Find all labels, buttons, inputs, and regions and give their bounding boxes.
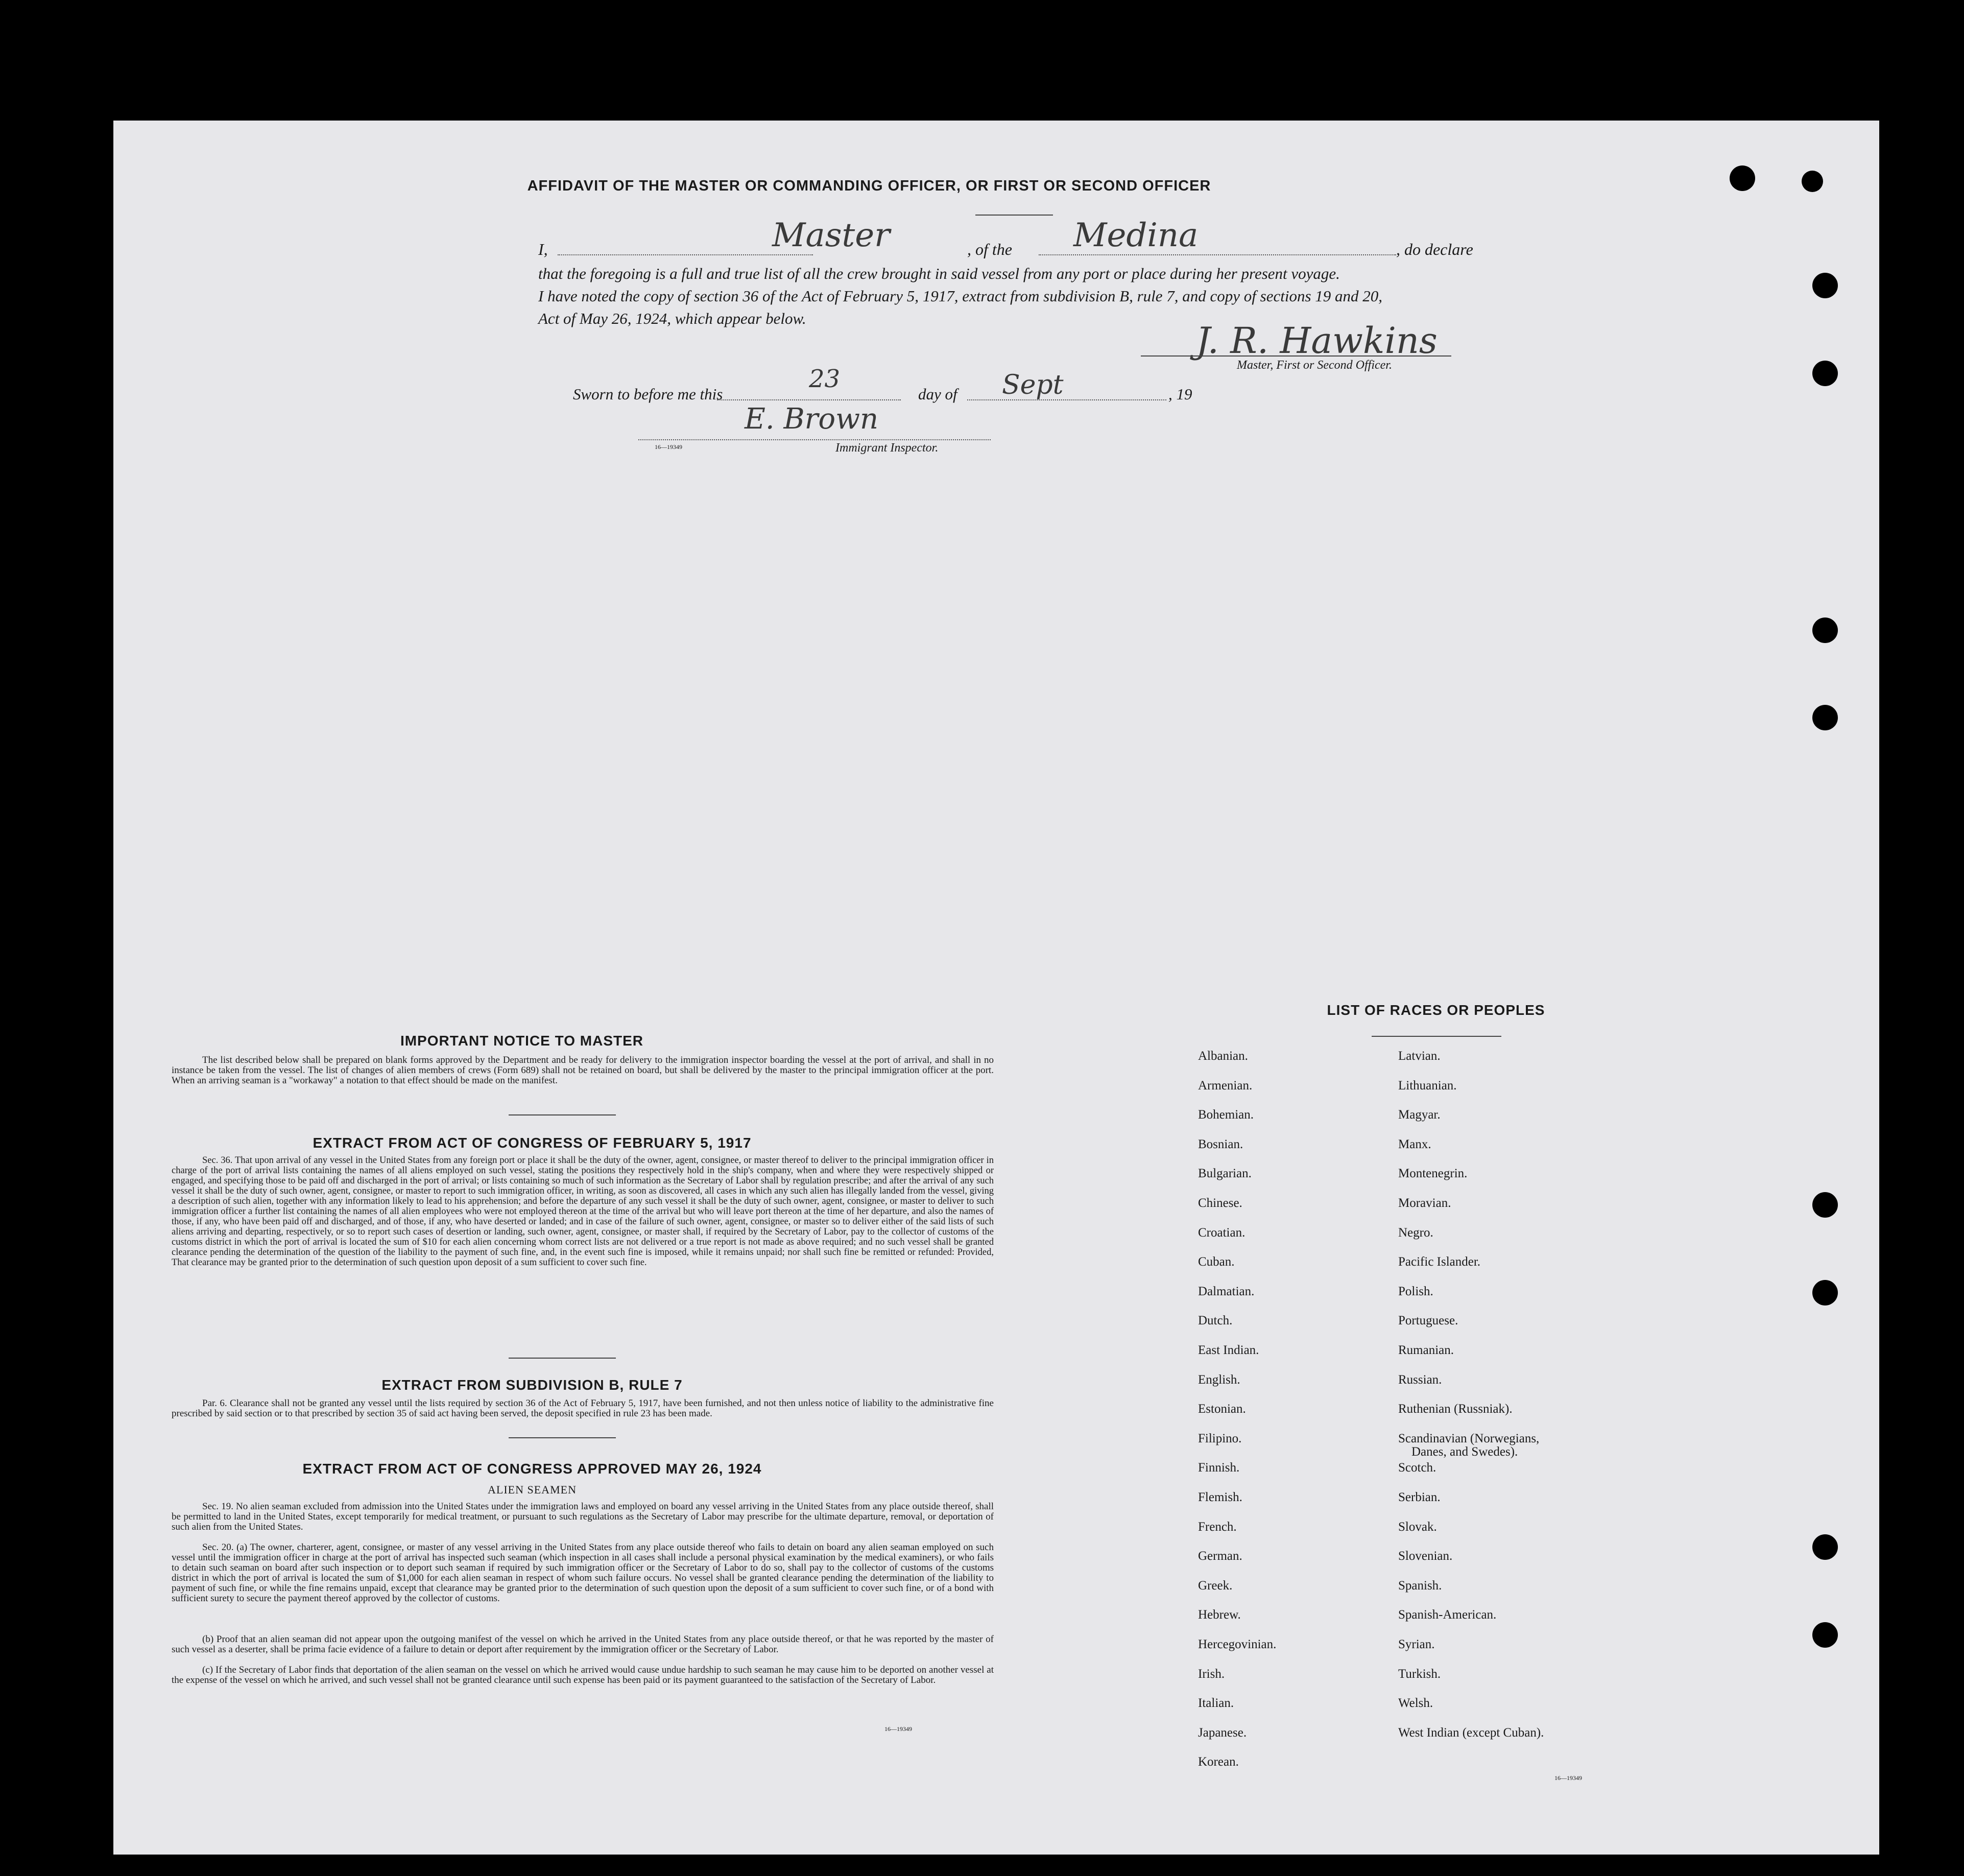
divider xyxy=(509,1114,616,1115)
sec20b-body: (b) Proof that an alien seaman did not appear upon the outgoing manifest of the vessel on which he arrived in the United States from any place outside thereof, or that he was reported by the master of such vessel as a deserter, shall be prima facie evidence of a failure to detain or deport after requirement by the immigration officer or the Secretary of Labor. xyxy=(172,1634,994,1655)
affidavit-i: I, xyxy=(538,240,548,258)
inspector-line xyxy=(638,439,991,440)
extract-1924-title: EXTRACT FROM ACT OF CONGRESS APPROVED MAY 26, 1924 xyxy=(302,1461,762,1477)
race-item: Turkish. xyxy=(1398,1667,1441,1681)
race-item: Scandinavian (Norwegians, xyxy=(1398,1431,1540,1445)
race-item: Lithuanian. xyxy=(1398,1078,1457,1093)
day-of-label: day of xyxy=(918,385,957,403)
race-item: Hebrew. xyxy=(1198,1608,1241,1622)
race-item: Syrian. xyxy=(1398,1637,1435,1651)
divider xyxy=(509,1437,616,1438)
race-item: Manx. xyxy=(1398,1137,1431,1151)
month-handwritten: Sept xyxy=(1002,370,1064,400)
race-item: Armenian. xyxy=(1198,1078,1253,1093)
race-item: West Indian (except Cuban). xyxy=(1398,1725,1544,1740)
do-declare-label: , do declare xyxy=(1396,240,1473,258)
race-item: Japanese. xyxy=(1198,1725,1247,1740)
affidavit-line-4: Act of May 26, 1924, which appear below. xyxy=(538,310,806,327)
race-item: Scotch. xyxy=(1398,1461,1436,1475)
races-divider xyxy=(1372,1036,1501,1037)
race-item: Dalmatian. xyxy=(1198,1284,1255,1298)
race-item: Filipino. xyxy=(1198,1431,1242,1445)
punch-hole xyxy=(1812,361,1838,386)
race-item: Montenegrin. xyxy=(1398,1167,1468,1181)
race-item: French. xyxy=(1198,1519,1237,1534)
race-item: Spanish-American. xyxy=(1398,1608,1497,1622)
race-item: Dutch. xyxy=(1198,1314,1233,1328)
race-item: Hercegovinian. xyxy=(1198,1637,1277,1651)
race-item: Bohemian. xyxy=(1198,1108,1254,1122)
race-item: Flemish. xyxy=(1198,1490,1242,1504)
race-item: Korean. xyxy=(1198,1755,1239,1769)
punch-hole xyxy=(1802,171,1823,192)
race-item: Bulgarian. xyxy=(1198,1167,1252,1181)
race-item: Greek. xyxy=(1198,1578,1233,1593)
race-item: Magyar. xyxy=(1398,1108,1441,1122)
race-item: Russian. xyxy=(1398,1372,1442,1387)
month-blank xyxy=(967,399,1166,400)
rule7-title: EXTRACT FROM SUBDIVISION B, RULE 7 xyxy=(381,1377,683,1393)
notice-body: The list described below shall be prepared on blank forms approved by the Department and be ready for delivery to the immigration inspector boarding the vessel at the port of arrival, and shall in no instance be taken from the vessel. The list of changes of alien members of crews (Form 689) shall not be retained on board, but shall be delivered by the master to the principal immigration officer at the port. When an arriving seaman is a "workaway" a notation to that effect should be made on the manifest. xyxy=(172,1055,994,1086)
race-item: German. xyxy=(1198,1549,1242,1563)
sec19-body: Sec. 19. No alien seaman excluded from admission into the United States under the immigration laws and employed on board any vessel arriving in the United States from any place outside thereof, shall be permitted to land in the United States, except temporarily for medical treatment, or pursuant to such regulations as the Secretary of Labor may prescribe for the ultimate departure, removal, or deportation of such alien from the United States. xyxy=(172,1501,994,1532)
title-divider xyxy=(975,215,1053,216)
name-blank xyxy=(558,254,813,255)
race-item: Croatian. xyxy=(1198,1225,1246,1240)
vessel-name-handwritten: Medina xyxy=(1073,217,1199,254)
affidavit-line-3: I have noted the copy of section 36 of the Act of February 5, 1917, extract from subdivision B, rule 7, and copy of sections 19 and 20, xyxy=(538,287,1383,305)
race-item: Polish. xyxy=(1398,1284,1433,1298)
punch-hole xyxy=(1812,618,1838,643)
race-item: Spanish. xyxy=(1398,1578,1442,1593)
races-title: LIST OF RACES OR PEOPLES xyxy=(1327,1002,1545,1018)
race-item: Finnish. xyxy=(1198,1461,1240,1475)
race-item: Latvian. xyxy=(1398,1049,1441,1063)
race-item: Chinese. xyxy=(1198,1196,1242,1210)
inspector-caption: Immigrant Inspector. xyxy=(835,441,939,455)
race-item: Portuguese. xyxy=(1398,1314,1458,1328)
vessel-blank xyxy=(1039,254,1396,255)
punch-hole xyxy=(1812,705,1838,730)
rule7-body: Par. 6. Clearance shall not be granted any vessel until the lists required by section 36 of the Act of February 5, 1917, have been furnished, and not then unless notice of liability to the administrative fine prescribed by said section or to that prescribed by section 35 of said act having been served, the deposit specified in rule 23 has been made. xyxy=(172,1398,994,1419)
race-item: Slovak. xyxy=(1398,1519,1437,1534)
signature-line xyxy=(1141,355,1451,357)
race-item: Irish. xyxy=(1198,1667,1225,1681)
alien-seamen-subtitle: ALIEN SEAMEN xyxy=(488,1483,577,1496)
divider xyxy=(509,1358,616,1359)
race-item: Slovenian. xyxy=(1398,1549,1453,1563)
race-item: Rumanian. xyxy=(1398,1343,1454,1357)
punch-hole xyxy=(1812,273,1838,298)
punch-hole xyxy=(1812,1192,1838,1218)
race-item: Estonian. xyxy=(1198,1402,1246,1416)
race-item: Albanian. xyxy=(1198,1049,1248,1063)
year-label: , 19 xyxy=(1168,385,1192,403)
punch-hole xyxy=(1812,1280,1838,1305)
of-the-label: , of the xyxy=(967,240,1012,258)
race-item: Pacific Islander. xyxy=(1398,1255,1481,1269)
race-item: Moravian. xyxy=(1398,1196,1451,1210)
sec20c-body: (c) If the Secretary of Labor finds that deportation of the alien seaman on the vessel on which he arrived would cause undue hardship to such seaman he may cause him to be deported on another vessel at the expense of the vessel on which he arrived, and such vessel shall not be granted clearance until such expense has been paid or its payment guaranteed to the satisfaction of the Secretary of Labor. xyxy=(172,1665,994,1685)
punch-hole xyxy=(1812,1534,1838,1560)
affidavit-title: AFFIDAVIT OF THE MASTER OR COMMANDING OFFICER, OR FIRST OR SECOND OFFICER xyxy=(527,178,1211,194)
day-handwritten: 23 xyxy=(809,365,841,393)
inspector-signature: E. Brown xyxy=(745,402,879,436)
master-signature: J. R. Hawkins xyxy=(1196,320,1438,362)
extract-form-number: 16—19349 xyxy=(884,1725,912,1732)
sworn-label: Sworn to before me this xyxy=(573,385,723,403)
race-item: Italian. xyxy=(1198,1696,1234,1711)
race-item: Serbian. xyxy=(1398,1490,1441,1504)
race-item: Bosnian. xyxy=(1198,1137,1243,1151)
race-item: Ruthenian (Russniak). xyxy=(1398,1402,1513,1416)
extract-1917-body: Sec. 36. That upon arrival of any vessel in the United States from any foreign port or place it shall be the duty of the owner, agent, consignee, or master thereof to deliver to the principal immigration officer in charge of the port of arrival lists containing the names of all aliens employed on such vessel, stating the positions they respectively hold in the ship's company, when and where they were respectively shipped or engaged, and specifying those to be paid off and discharged in the port of arrival; or lists containing so much of such information as the Secretary of Labor shall by regulation prescribe; and after the arrival of any such vessel it shall be the duty of such owner, agent, consignee, or master to report to such immigration officer, in writing, as soon as discovered, all cases in which any such alien has illegally landed from the vessel, giving a description of such alien, together with any information likely to lead to his apprehension; and before the departure of any such vessel it shall be the duty of such owner, agent, consignee, or master to deliver to such immigration officer a further list containing the names of all alien employees who were not employed thereon at the time of the arrival but who will leave port thereon at the time of her departure, and also the names of those, if any, who have been paid off and discharged, and of those, if any, who have deserted or landed; and in case of the failure of such owner, agent, consignee, or master so to deliver either of the said lists of such aliens arriving and departing, respectively, or so to report such cases of desertion or landing, such owner, agent, consignee, or master shall, if required by the Secretary of Labor, pay to the collector of customs of the customs district in which the port of arrival is located the sum of $10 for each alien concerning whom correct lists are not delivered or a true report is not made as above required; and no such vessel shall be granted clearance pending the determination of the question of the liability to the payment of such fine, and, in the event such fine is imposed, while it remains unpaid; nor shall such fine be remitted or refunded: Provided, That clearance may be granted prior to the determination of such question upon deposit of a sum sufficient to cover such fine. xyxy=(172,1155,994,1268)
extract-1917-title: EXTRACT FROM ACT OF CONGRESS OF FEBRUARY 5, 1917 xyxy=(313,1135,752,1151)
affidavit-line-2: that the foregoing is a full and true list of all the crew brought in said vessel from any port or place during her present voyage. xyxy=(538,265,1340,282)
notice-title: IMPORTANT NOTICE TO MASTER xyxy=(400,1033,644,1049)
master-handwritten: Master xyxy=(772,217,890,254)
race-item: Cuban. xyxy=(1198,1255,1235,1269)
master-caption: Master, First or Second Officer. xyxy=(1237,359,1392,372)
day-blank xyxy=(717,399,901,400)
race-item: Welsh. xyxy=(1398,1696,1433,1711)
races-form-number: 16—19349 xyxy=(1554,1774,1582,1782)
race-item: Negro. xyxy=(1398,1225,1433,1240)
document-page xyxy=(113,121,1879,1855)
race-item: East Indian. xyxy=(1198,1343,1259,1357)
race-item: English. xyxy=(1198,1372,1240,1387)
sec20a-body: Sec. 20. (a) The owner, charterer, agent, consignee, or master of any vessel arriving in the United States from any place outside thereof who fails to detain on board any alien seaman employed on such vessel until the immigration officer in charge at the port of arrival has inspected such seaman (which inspection in all cases shall include a personal physical examination by the medical examiners), or who fails to detain such seaman on board after such inspection or to deport such seaman if required by such immigration officer or the Secretary of Labor to do so, shall pay to the collector of customs of the customs district in which the port of arrival is located the sum of $1,000 for each alien seaman in respect of whom such failure occurs. No vessel shall be granted clearance pending the determination of the liability to payment of such fine, or while the fine remains unpaid, except that clearance may be granted prior to the determination of such question upon the deposit of a sum sufficient to cover such fine, or of a bond with sufficient surety to secure the payment thereof approved by the collector of customs. xyxy=(172,1542,994,1604)
punch-hole xyxy=(1812,1622,1838,1648)
punch-hole xyxy=(1730,165,1755,191)
race-item: Danes, and Swedes). xyxy=(1411,1444,1518,1459)
affidavit-form-number: 16—19349 xyxy=(655,443,682,450)
